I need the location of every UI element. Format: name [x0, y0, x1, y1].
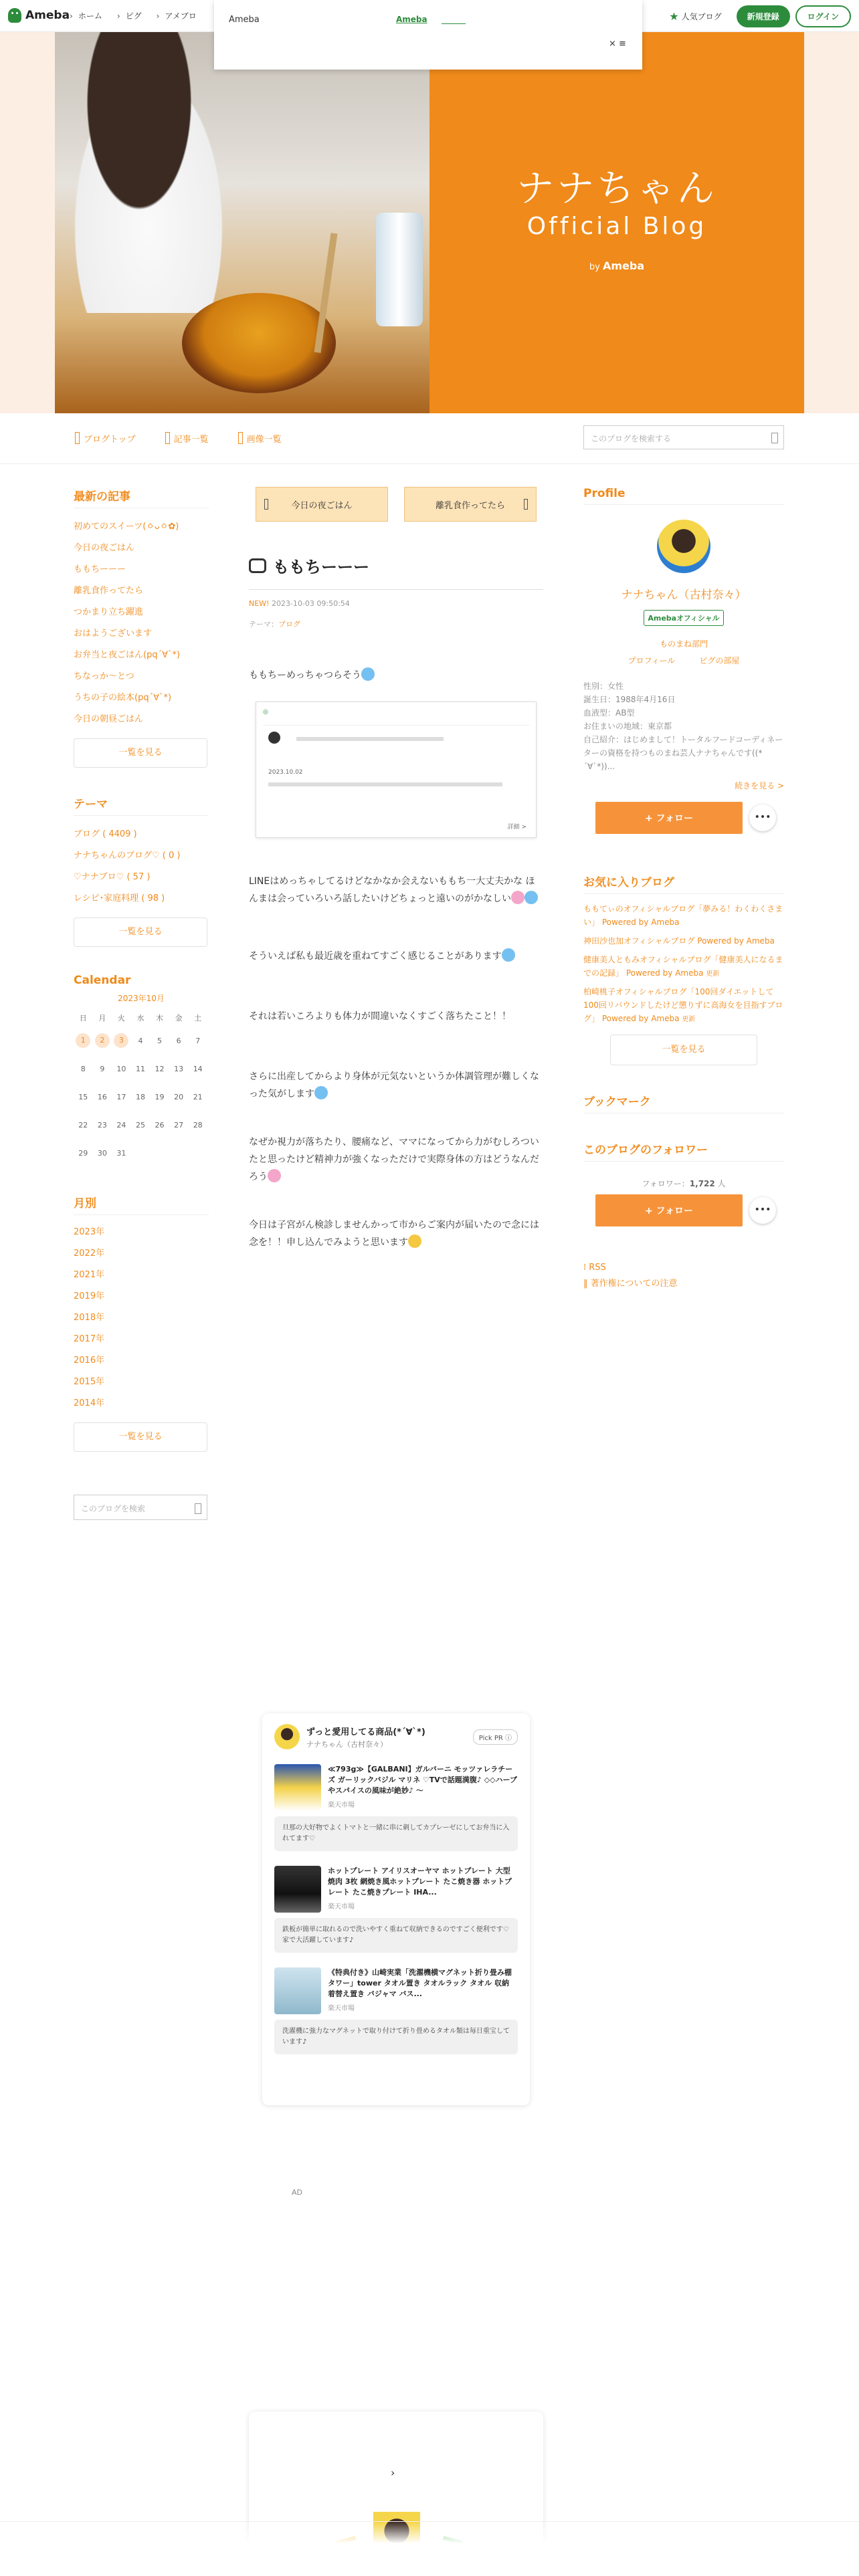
product-name[interactable]: 《特典付き》山崎実業「洗濯機横マグネット折り畳み棚 タワー」tower タオル置き タオルラック タオル 収納 着替え置き バジャマ バス... [328, 1968, 512, 1998]
favorite-blog-title: 健康美人ともみオフィシャルブログ「健康美人になるまでの記録」 [583, 955, 783, 978]
blog-search-input[interactable]: このブログを検索する [583, 425, 784, 449]
product-comment: 鉄板が簡単に取れるので洗いやすく重ねて収納できるのですごく便利です♡家で大活躍しています♪ [274, 1918, 518, 1953]
year-list [74, 1222, 209, 1414]
year-link[interactable]: 2023年 [74, 1227, 105, 1237]
recent-entry-link[interactable]: 今日の朝昼ごはん [74, 714, 144, 724]
recent-entry-link[interactable]: 今日の夜ごはん [74, 543, 135, 553]
calendar-day[interactable] [188, 1083, 207, 1111]
entry-theme: テーマ：ブログ [249, 620, 300, 629]
calendar-day[interactable] [150, 1083, 169, 1111]
weekday-label: 木 [156, 1014, 164, 1023]
search-icon[interactable] [771, 433, 778, 443]
profile-info-line: 血液型：AB型 [583, 708, 635, 718]
photo-person [55, 32, 242, 313]
crying-emoji-icon [511, 891, 524, 904]
crying-emoji-icon [268, 1169, 281, 1182]
calendar-day[interactable] [169, 1111, 189, 1139]
weekday-label: 土 [194, 1014, 202, 1023]
embed-date: 2023.10.02 [268, 769, 303, 776]
weekday-label: 水 [136, 1014, 145, 1023]
profile-department[interactable]: ものまね部門 [659, 639, 708, 649]
popular-label: 人気ブログ [681, 12, 722, 21]
calendar-day-number[interactable]: 9 [100, 1064, 105, 1073]
pick-widget [262, 1713, 530, 2105]
calendar-day[interactable] [93, 1027, 112, 1055]
notice-icon: ‖ [583, 1279, 591, 1289]
calendar-day-number[interactable]: 3 [114, 1033, 128, 1048]
favorite-blogs-heading: お気に入りブログ [583, 873, 784, 894]
blog-title: ナナちゃん [516, 167, 717, 211]
calendar-day-number[interactable]: 7 [195, 1036, 201, 1045]
favorite-blog-title: ももてぃのオフィシャルブログ「夢みる！わくわくさまい」 [583, 904, 783, 927]
pick-user: ナナちゃん（古村奈々） [306, 1739, 387, 1749]
recent-entry-link[interactable]: おはようございます [74, 629, 153, 639]
profile-name[interactable]: ナナちゃん（古村奈々） [621, 588, 747, 602]
calendar-day[interactable] [112, 1055, 131, 1083]
year-link[interactable]: 2016年 [74, 1356, 105, 1366]
follower-count: フォロワー：1,722 人 [642, 1179, 726, 1188]
product-name[interactable]: ホットプレート アイリスオーヤマ ホットプレート 大型 焼肉 3枚 網焼き風ホットプレート たこ焼き器 ホットプレート たこ焼きプレート IHA... [328, 1866, 512, 1897]
follow-button-2[interactable]: + フォロー [595, 1194, 743, 1226]
next-entry-button[interactable]: 離乳食作ってたら [404, 487, 537, 522]
recent-entry-link[interactable]: ちなっか〜とつ [74, 671, 134, 681]
calendar-day[interactable] [74, 1111, 93, 1139]
favorites-more-button[interactable]: 一覧を見る [610, 1035, 757, 1065]
product-image[interactable] [274, 1866, 321, 1913]
calendar-day[interactable] [74, 1027, 93, 1055]
embed-detail-link[interactable]: 詳細 > [507, 824, 527, 831]
rss-icon: ⁞ [583, 1263, 589, 1273]
calendar-day-number[interactable]: 26 [155, 1120, 165, 1130]
calendar-day-number[interactable]: 8 [80, 1064, 86, 1073]
pick-title: ずっと愛用してる商品(*´∀`*) [306, 1727, 425, 1737]
calendar-day-number[interactable]: 5 [157, 1036, 163, 1045]
embed-avatar [268, 732, 280, 744]
entry-paragraph: ももちーめっちゃつらそう [249, 667, 543, 684]
year-link[interactable]: 2015年 [74, 1377, 105, 1387]
calendar-day-number[interactable]: 15 [78, 1092, 88, 1101]
product-comment: 洗濯機に強力なマグネットで取り付けて折り畳めるタオル類は毎日重宝しています♪ [274, 2020, 518, 2054]
chevron-right-icon [524, 499, 528, 510]
product-info [328, 1866, 518, 1913]
entry-meta [249, 599, 543, 608]
recent-entry-link[interactable]: つかまり立ち躍進 [74, 607, 144, 617]
calendar-day-number[interactable]: 28 [193, 1120, 203, 1130]
calendar-day[interactable] [112, 1139, 131, 1167]
photo-soup-bowl [182, 293, 336, 393]
profile-info-line: 誕生日：1988年4月16日 [583, 695, 676, 704]
calendar-day-number[interactable]: 31 [116, 1148, 126, 1158]
calendar-day-number[interactable]: 16 [97, 1092, 107, 1101]
favorite-blog-link[interactable] [583, 985, 784, 1027]
calendar-day[interactable] [150, 1055, 169, 1083]
calendar-day[interactable] [131, 1083, 151, 1111]
blog-nav [0, 413, 859, 464]
prev-entry-button[interactable]: 今日の夜ごはん [256, 487, 388, 522]
powered-by: Powered by Ameba [601, 1014, 680, 1023]
ameba-logo[interactable] [8, 8, 70, 23]
pick-product[interactable] [274, 1764, 518, 1851]
more-options-button[interactable]: ••• [749, 804, 776, 831]
product-info [328, 1764, 518, 1811]
nav-pig[interactable]: › ピグ [117, 10, 142, 21]
recent-entry-link[interactable]: うちの子の絵本(pq´∀`*) [74, 693, 172, 703]
calendar [74, 1009, 207, 1167]
favorite-blog-title: 柏崎桃子オフィシャルブログ「100回ダイエットして100回リバウンドしたけど懲りずに高海女を目指すブログ」 [583, 987, 783, 1023]
calendar-day [131, 1139, 151, 1167]
left-sidebar [74, 487, 209, 1520]
calendar-day-number[interactable]: 23 [97, 1120, 107, 1130]
theme-link[interactable]: ナナちゃんのブログ♡ ( 0 ) [74, 851, 181, 861]
ameba-logo-icon [8, 8, 21, 23]
product-comment: 旦那の大好物でよくトマトと一緒に串に刺してカプレーゼにしてお弁当に入れてます♡ [274, 1816, 518, 1851]
calendar-day[interactable] [74, 1083, 93, 1111]
nav-home[interactable]: › ホーム [70, 10, 102, 21]
banner-link-underline[interactable] [442, 15, 466, 24]
calendar-day-number[interactable]: 20 [174, 1092, 184, 1101]
profile-info [583, 679, 784, 773]
entry-paragraph: LINEはめっちゃしてるけどなかなか会えないももち一大丈夫かな ほんまは会っていろいろ話したいけどちょっと遠いのがかなしい [249, 873, 543, 907]
pick-pr-badge[interactable]: Pick PR ⓘ [473, 1729, 518, 1745]
rss-link[interactable]: ⁞ RSS [583, 1263, 606, 1273]
entry-paragraph: 今日は子宮がん検診しませんかって市からご案内が届いたので念には念を！！申し込んでみようと思います [249, 1220, 539, 1248]
entry-title[interactable]: ももちーーー [249, 554, 543, 590]
calendar-month[interactable]: 2023年10月 [118, 994, 165, 1003]
calendar-day[interactable] [169, 1083, 189, 1111]
calendar-day-number[interactable]: 21 [193, 1092, 203, 1101]
calendar-day[interactable] [74, 1139, 93, 1167]
calendar-day[interactable] [112, 1027, 131, 1055]
entry-paragraph: それは若いころよりも体力が間違いなくすごく落ちたこと！！ [249, 1011, 511, 1022]
calendar-day [188, 1139, 207, 1167]
follow-button[interactable]: + フォロー [595, 802, 743, 834]
calendar-day[interactable] [93, 1083, 112, 1111]
calendar-day[interactable] [188, 1027, 207, 1055]
recent-entry-link[interactable]: 離乳食作ってたら [74, 586, 144, 596]
theme-link[interactable]: ♡ナナブロ♡ ( 57 ) [74, 872, 151, 882]
calendar-day[interactable] [112, 1111, 131, 1139]
calendar-day-number[interactable]: 25 [135, 1120, 145, 1130]
header-actions [669, 5, 851, 27]
calendar-day-number[interactable]: 10 [116, 1064, 126, 1073]
calendar-day[interactable] [93, 1111, 112, 1139]
monthly-heading: 月別 [74, 1194, 209, 1215]
calendar-day-number[interactable]: 11 [135, 1064, 145, 1073]
product-name[interactable]: ≪793g≫【GALBANI】ガルバーニ モッツァレラチーズ ガーリックバジル マリネ ♡TVで話題満腹♪ ◇◇ハーブやスパイスの風味が絶妙♪ 〜 [328, 1765, 517, 1795]
pick-product-row[interactable] [274, 1764, 518, 1811]
footer-links [583, 1260, 784, 1292]
calendar-day-number[interactable]: 30 [97, 1148, 107, 1158]
theme-list [74, 824, 209, 909]
copyright-link[interactable]: ‖ 著作権についての注意 [583, 1279, 678, 1289]
smile-emoji-icon [408, 1235, 421, 1248]
calendar-day-number[interactable]: 19 [155, 1092, 165, 1101]
calendar-day-number[interactable]: 27 [174, 1120, 184, 1130]
theme-link[interactable]: ブログ [278, 620, 300, 629]
overlay-banner [214, 0, 642, 70]
sweat-emoji-icon [361, 667, 375, 681]
more-options-button-2[interactable]: ••• [749, 1197, 776, 1224]
nav-entry-list[interactable]: 記事一覧 [165, 432, 209, 445]
photo-bottle [376, 213, 423, 326]
calendar-day[interactable] [169, 1055, 189, 1083]
sidebar-search-input[interactable]: このブログを検索 [74, 1495, 207, 1520]
pick-product-row[interactable] [274, 1967, 518, 2014]
profile-avatar[interactable] [657, 520, 710, 573]
header-title-panel[interactable] [430, 32, 804, 413]
chevron-right-icon[interactable]: › [391, 2466, 395, 2479]
powered-by: Powered by Ameba [626, 968, 704, 978]
calendar-day[interactable] [169, 1027, 189, 1055]
calendar-heading: Calendar [74, 974, 131, 987]
recent-list [74, 516, 209, 730]
banner-name: Ameba [229, 15, 260, 25]
favorite-blogs-list [583, 902, 784, 1027]
pick-product[interactable] [274, 1967, 518, 2054]
year-link[interactable]: 2014年 [74, 1398, 105, 1408]
bottom-fade [0, 2521, 859, 2576]
entry-paragraph: そういえば私も最近歳を重ねてすごく感じることがあります [249, 948, 543, 965]
followers-heading: このブログのフォロワー [583, 1140, 784, 1162]
calendar-day-number[interactable]: 17 [116, 1092, 126, 1101]
calendar-day-number[interactable]: 2 [95, 1033, 110, 1048]
year-link[interactable]: 2017年 [74, 1334, 105, 1344]
year-link[interactable]: 2019年 [74, 1291, 105, 1301]
calendar-day-number[interactable]: 29 [78, 1148, 88, 1158]
calendar-day-number[interactable]: 18 [135, 1092, 145, 1101]
sweat-emoji-icon [524, 891, 538, 904]
search-icon[interactable] [195, 1503, 201, 1514]
calendar-day-number[interactable]: 24 [116, 1120, 126, 1130]
calendar-day[interactable] [188, 1055, 207, 1083]
bookmark-heading: ブックマーク [583, 1092, 784, 1113]
product-image[interactable] [274, 1967, 321, 2014]
pick-avatar [274, 1724, 300, 1749]
profile-info-line: 自己紹介：はじめまして！トータルフードコーディネーターの資格を持つものまね芸人ナナちゃんです((*´∀`*))... [583, 735, 783, 771]
embed-text-placeholder [296, 737, 444, 741]
calendar-day[interactable] [131, 1111, 151, 1139]
nav-blog-top[interactable]: ブログトップ [75, 432, 136, 445]
register-button[interactable]: 新規登録 [737, 5, 790, 27]
calendar-day-number[interactable]: 1 [76, 1033, 90, 1048]
calendar-day[interactable] [112, 1083, 131, 1111]
entry-date: 2023-10-03 09:50:54 [271, 599, 350, 608]
nav-ameblo[interactable]: › アメブロ [157, 10, 197, 21]
product-info [328, 1967, 518, 2014]
calendar-day[interactable] [188, 1111, 207, 1139]
embed-text-placeholder [268, 782, 502, 786]
recent-entry-link[interactable]: お弁当と夜ごはん(pq´∀`*) [74, 650, 181, 660]
entry-icon [249, 558, 266, 573]
calendar-day[interactable] [93, 1055, 112, 1083]
drop-emoji-icon [314, 1086, 328, 1099]
calendar-day[interactable] [74, 1055, 93, 1083]
entry-main [249, 487, 543, 1251]
new-badge: NEW! [249, 599, 270, 608]
login-button[interactable]: ログイン [795, 5, 851, 27]
recent-heading: 最新の記事 [74, 487, 209, 508]
weekday-label: 月 [98, 1014, 106, 1023]
weekday-label: 日 [79, 1014, 87, 1023]
calendar-day [169, 1139, 189, 1167]
banner-link[interactable]: Ameba [396, 15, 427, 24]
updated-badge: 更新 [682, 1016, 696, 1023]
theme-heading: テーマ [74, 794, 209, 816]
updated-badge: 更新 [706, 970, 720, 978]
calendar-day[interactable] [131, 1055, 151, 1083]
product-image[interactable] [274, 1764, 321, 1811]
official-badge: Amebaオフィシャル [644, 610, 724, 626]
popular-blog-link[interactable] [669, 10, 721, 23]
weekday-label: 金 [175, 1014, 183, 1023]
embedded-post-card[interactable] [256, 702, 537, 838]
entry-paragraph: なぜか視力が落ちたり、腰痛など、ママになってから力がむしろついたと思ったけど精神力が強くなっただけで実際身体の方はどうなんだろう [249, 1137, 539, 1182]
pig-room-link[interactable]: ピグの部屋 [699, 656, 740, 665]
entry-paragraph: さらに出産してからより身体が元気ないというか体調管理が難しくなった気がします [249, 1071, 539, 1099]
calendar-day-number[interactable]: 4 [138, 1036, 143, 1045]
calendar-day[interactable] [93, 1139, 112, 1167]
product-shop: 楽天市場 [328, 1903, 355, 1911]
pick-product-row[interactable] [274, 1866, 518, 1913]
star-icon: ★ [669, 10, 679, 23]
theme-link[interactable]: ブログ ( 4409 ) [74, 829, 137, 839]
calendar-day-number[interactable]: 22 [78, 1120, 88, 1130]
banner-close-button[interactable]: × ≡ [609, 39, 626, 49]
by-ameba: by Ameba [589, 259, 645, 272]
powered-by: Powered by Ameba [601, 918, 680, 927]
recent-entry-link[interactable]: ももちーーー [74, 564, 126, 574]
calendar-day-number[interactable]: 13 [174, 1064, 184, 1073]
global-nav [70, 10, 197, 21]
profile-heading: Profile [583, 487, 784, 505]
pick-product[interactable] [274, 1866, 518, 1953]
calendar-day [150, 1139, 169, 1167]
ad-label: AD [292, 2188, 302, 2197]
year-link[interactable]: 2021年 [74, 1270, 105, 1280]
drop-emoji-icon [502, 948, 515, 962]
weekday-label: 火 [117, 1014, 125, 1023]
nav-image-list[interactable]: 画像一覧 [238, 432, 282, 445]
calendar-day[interactable] [150, 1111, 169, 1139]
header-photo [55, 32, 430, 413]
embed-source-icon: ◎ [263, 709, 268, 716]
calendar-day[interactable] [150, 1027, 169, 1055]
right-sidebar [583, 487, 784, 1292]
favorite-blog-link[interactable] [583, 934, 784, 949]
recent-entry-link[interactable]: 初めてのスイーツ(ㆁᴗㆁ✿) [74, 522, 179, 532]
logo-text: Ameba [25, 9, 70, 22]
profile-link[interactable]: プロフィール [628, 656, 676, 665]
favorite-blog-link[interactable] [583, 953, 784, 981]
calendar-day[interactable] [131, 1027, 151, 1055]
recent-more-button[interactable]: 一覧を見る [74, 738, 207, 768]
calendar-day-number[interactable]: 6 [176, 1036, 181, 1045]
calendar-day-number[interactable]: 14 [193, 1064, 203, 1073]
calendar-day-number[interactable]: 12 [155, 1064, 165, 1073]
favorite-blog-title: 神田沙也加オフィシャルブログ [583, 936, 695, 946]
monthly-more-button[interactable]: 一覧を見る [74, 1422, 207, 1452]
powered-by: Powered by Ameba [697, 936, 775, 946]
theme-link[interactable]: レシピ･家庭料理 ( 98 ) [74, 893, 165, 903]
profile-info-line: お住まいの地域：東京都 [583, 722, 672, 731]
read-more-link[interactable]: 続きを見る > [735, 781, 784, 790]
theme-more-button[interactable]: 一覧を見る [74, 918, 207, 947]
year-link[interactable]: 2022年 [74, 1249, 105, 1259]
product-shop: 楽天市場 [328, 1802, 355, 1809]
blog-subtitle: Official Blog [527, 213, 707, 240]
year-link[interactable]: 2018年 [74, 1313, 105, 1323]
chevron-left-icon [264, 499, 268, 510]
favorite-blog-link[interactable] [583, 902, 784, 930]
profile-info-line: 性別：女性 [583, 681, 624, 691]
product-shop: 楽天市場 [328, 2005, 355, 2012]
